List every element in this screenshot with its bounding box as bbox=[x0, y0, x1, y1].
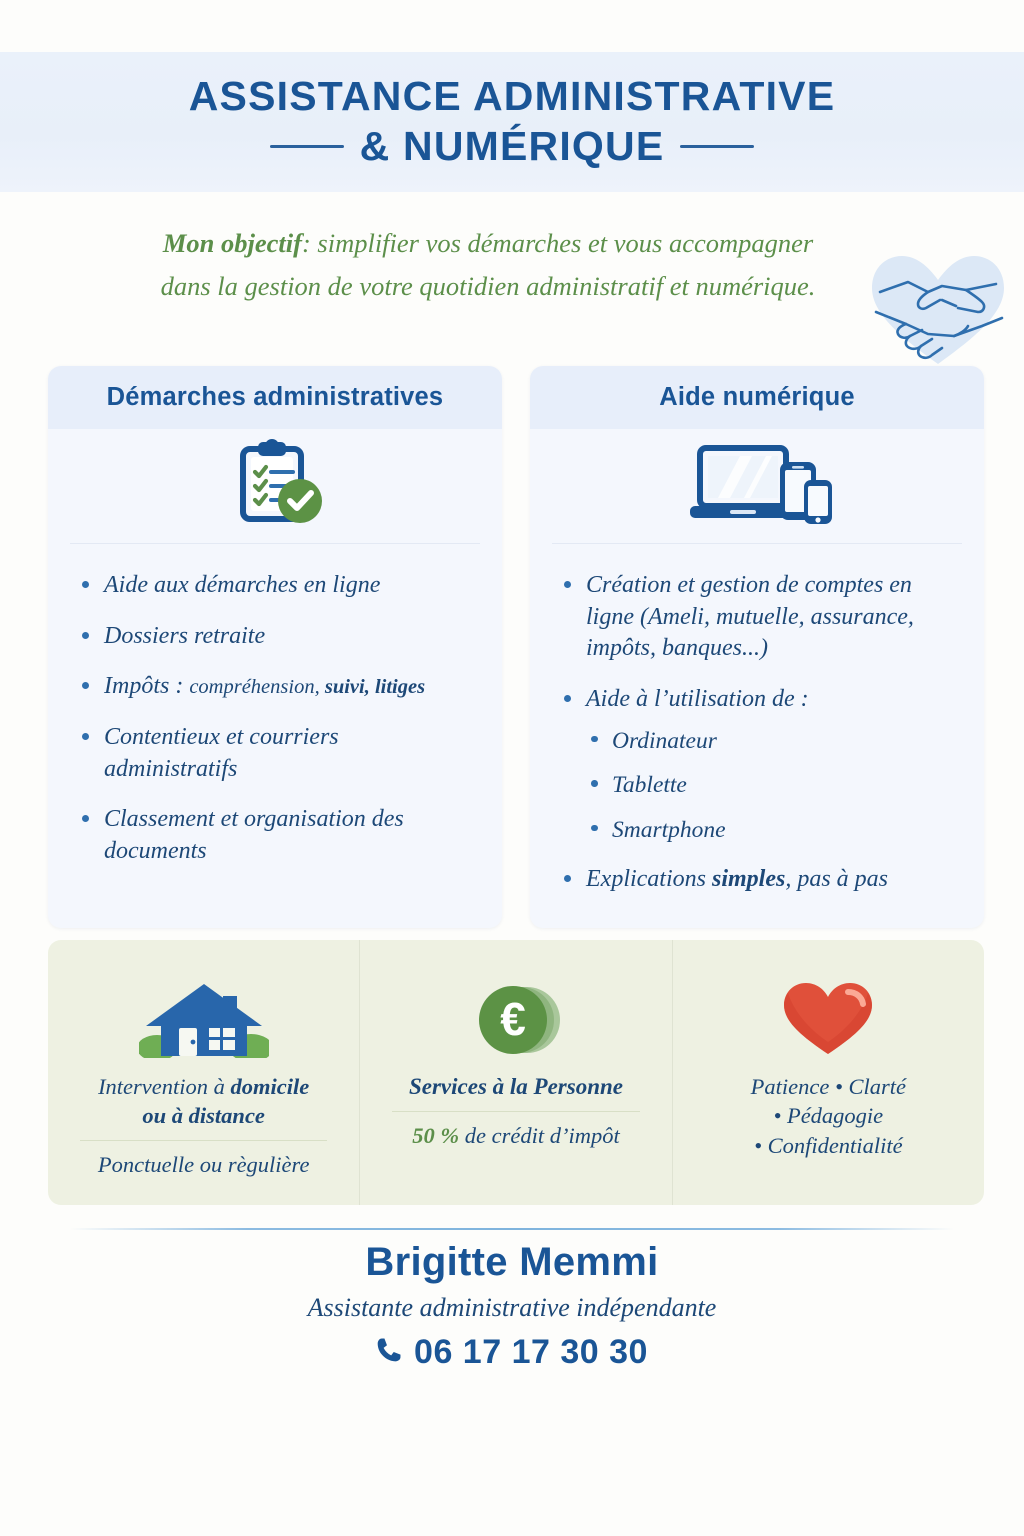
service-list bbox=[78, 570, 476, 868]
benefit-line-1-emphasis: domicile bbox=[230, 1074, 310, 1099]
devices-icon bbox=[552, 437, 962, 544]
contact-name: Brigitte Memmi bbox=[365, 1240, 659, 1284]
handshake-icon bbox=[862, 240, 1014, 368]
page-title: ASSISTANCE ADMINISTRATIVE bbox=[188, 72, 836, 119]
header-banner bbox=[0, 52, 1024, 192]
quality-line-2: • Pédagogie bbox=[773, 1103, 884, 1129]
card-body bbox=[48, 544, 502, 897]
benefit-line-3: Ponctuelle ou règulière bbox=[97, 1151, 310, 1177]
card-header bbox=[530, 366, 984, 429]
list-item bbox=[78, 671, 476, 703]
benefit-text bbox=[66, 1072, 341, 1179]
sub-list-item: Tablette bbox=[586, 770, 958, 801]
card-title: Aide numérique bbox=[659, 383, 855, 411]
benefit-text bbox=[691, 1072, 966, 1160]
list-item bbox=[78, 570, 476, 602]
euro-coin-icon bbox=[461, 966, 571, 1058]
divider bbox=[392, 1111, 639, 1112]
divider bbox=[80, 1140, 327, 1141]
tagline-lead: Mon objectif bbox=[162, 228, 302, 258]
sub-list-item: Ordinateur bbox=[586, 726, 958, 757]
benefit-qualities bbox=[672, 940, 984, 1205]
benefit-amount-row bbox=[378, 1121, 653, 1150]
list-item-emphasis: suivi, litiges bbox=[324, 676, 426, 699]
service-list bbox=[560, 570, 958, 896]
list-item bbox=[78, 621, 476, 653]
sub-list bbox=[586, 726, 958, 846]
phone-icon bbox=[376, 1333, 403, 1372]
list-item-note: compréhension, bbox=[189, 676, 325, 699]
service-cards bbox=[48, 366, 984, 928]
list-item bbox=[560, 864, 958, 896]
benefit-line-1 bbox=[66, 1072, 341, 1101]
tagline bbox=[88, 222, 888, 308]
svg-text:€: € bbox=[500, 993, 526, 1045]
list-item-label: Impôts : bbox=[104, 673, 190, 700]
card-aide-numerique bbox=[530, 366, 984, 928]
list-item-label: Aide à l’utilisation de : bbox=[586, 686, 809, 713]
card-body bbox=[530, 544, 984, 925]
benefit-amount-label: de crédit d’impôt bbox=[459, 1122, 620, 1148]
benefit-text bbox=[378, 1072, 653, 1150]
card-header bbox=[48, 366, 502, 429]
page-subtitle-row bbox=[270, 123, 755, 170]
benefit-amount: 50 % bbox=[412, 1122, 460, 1148]
list-item-label: Contentieux et courriers administratifs bbox=[104, 724, 339, 782]
card-demarches-administratives bbox=[48, 366, 502, 928]
benefit-intervention bbox=[48, 940, 359, 1205]
list-item-label: Aide aux démarches en ligne bbox=[104, 572, 381, 598]
list-item-label: Dossiers retraite bbox=[104, 622, 266, 649]
heart-icon bbox=[778, 966, 878, 1058]
list-item bbox=[78, 722, 476, 785]
list-item-label: Explications bbox=[586, 866, 712, 893]
clipboard-check-icon bbox=[70, 437, 480, 544]
benefit-line-2: ou à distance bbox=[142, 1103, 265, 1129]
benefit-title: Services à la Personne bbox=[408, 1074, 623, 1099]
card-title: Démarches administratives bbox=[106, 383, 444, 411]
sub-list-item: Smartphone bbox=[586, 815, 958, 846]
benefit-services-personne bbox=[359, 940, 671, 1205]
contact-phone-row[interactable] bbox=[0, 1333, 1024, 1372]
tagline-rest: : simplifier vos démarches et vous accompagner bbox=[301, 228, 814, 258]
contact-role: Assistante administrative indépendante bbox=[307, 1293, 717, 1322]
list-item bbox=[560, 570, 958, 665]
benefit-line-1-prefix: Intervention à bbox=[98, 1074, 231, 1099]
list-item-emphasis: simples bbox=[711, 866, 786, 893]
list-item-label: Classement et organisation des documents bbox=[104, 806, 404, 865]
list-item-tail: , pas à pas bbox=[785, 866, 889, 893]
house-icon bbox=[139, 966, 269, 1058]
tagline-line2: dans la gestion de votre quotidien administratif et numérique. bbox=[160, 270, 816, 301]
rule-right-icon bbox=[680, 145, 754, 148]
list-item-label: Création et gestion de comptes en ligne (Ameli, mutuelle, assurance, impôts, banques...) bbox=[586, 572, 914, 662]
rule-left-icon bbox=[270, 145, 344, 148]
list-item bbox=[560, 684, 958, 845]
benefits-bar bbox=[48, 940, 984, 1205]
list-item bbox=[78, 804, 476, 867]
footer-contact bbox=[0, 1240, 1024, 1372]
quality-line-3: • Confidentialité bbox=[754, 1132, 903, 1158]
contact-phone-number: 06 17 17 30 30 bbox=[414, 1333, 648, 1371]
page-subtitle: & NUMÉRIQUE bbox=[359, 123, 665, 170]
quality-line-1: Patience • Clarté bbox=[750, 1074, 906, 1099]
footer-divider bbox=[70, 1228, 954, 1230]
